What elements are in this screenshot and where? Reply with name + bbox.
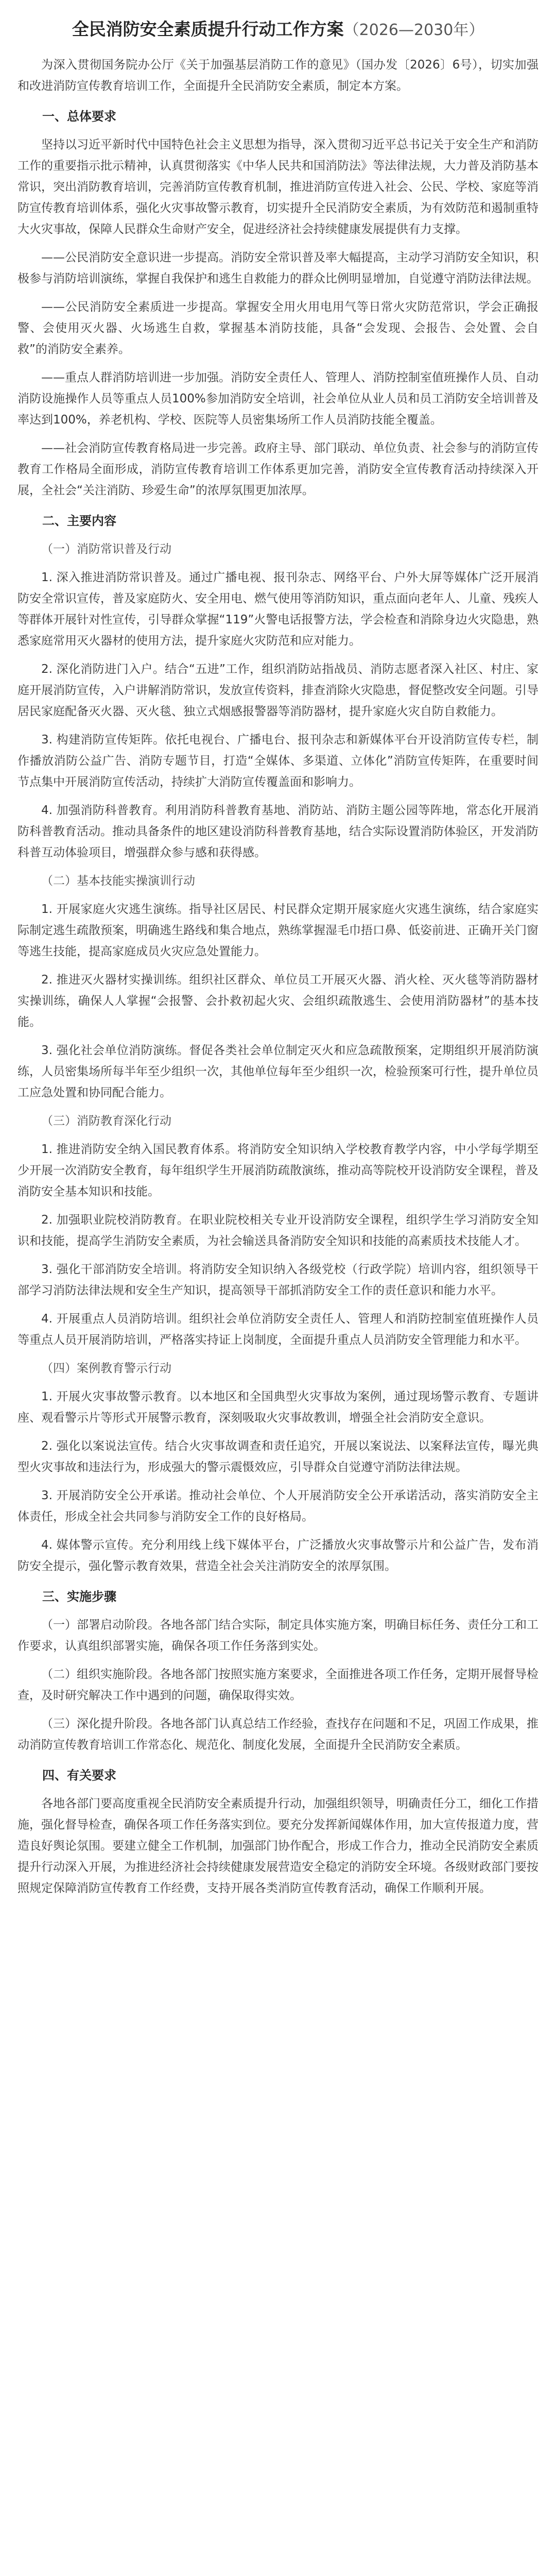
body-paragraph: 4. 开展重点人员消防培训。组织社会单位消防安全责任人、管理人和消防控制室值班操作人员等重点人员开展消防培训，严格落实持证上岗制度，全面提升重点人员消防安全管理能力和水平。 [18,1312,538,1347]
body-paragraph: （三）深化提升阶段。各地各部门认真总结工作经验，查找存在问题和不足，巩固工作成果，推动消防宣传教育培训工作常态化、规范化、制度化发展，全面提升全民消防安全素质。 [18,1717,538,1752]
body-paragraph: ——公民消防安全意识进一步提高。消防安全常识普及率大幅提高，主动学习消防安全知识，积极参与消防培训演练，掌握自我保护和逃生自救能力的群众比例明显增加，自觉遵守消防法律法规。 [18,251,538,285]
body-paragraph: ——公民消防安全素质进一步提高。掌握安全用火用电用气等日常火灾防范常识，学会正确报警、会使用灭火器、火场逃生自救，掌握基本消防技能，具备“会发现、会报告、会处置、会自救”的消防安全素养。 [18,300,538,356]
body-paragraph: ——社会消防宣传教育格局进一步完善。政府主导、部门联动、单位负责、社会参与的消防宣传教育工作格局全面形成，消防宣传教育培训工作体系更加完善，消防安全宣传教育活动持续深入开展，全社会“关注消防、珍爱生命”的浓厚氛围更加浓厚。 [18,442,538,497]
body-paragraph: 3. 构建消防宣传矩阵。依托电视台、广播电台、报刊杂志和新媒体平台开设消防宣传专栏，制作播放消防公益广告、消防专题节目，打造“全媒体、多渠道、立体化”消防宣传矩阵，在重要时间节点集中开展消防宣传活动，持续扩大消防宣传覆盖面和影响力。 [18,733,538,789]
subsection-heading: （二）基本技能实操演训行动 [41,874,195,888]
body-paragraph: 3. 强化社会单位消防演练。督促各类社会单位制定灭火和应急疏散预案，定期组织开展消防演练，人员密集场所每半年至少组织一次，其他单位每年至少组织一次，检验预案可行性，提升单位员工应急处置和协同配合能力。 [18,1044,538,1099]
body-paragraph: 1. 开展家庭火灾逃生演练。指导社区居民、村民群众定期开展家庭火灾逃生演练，结合家庭实际制定逃生疏散预案，明确逃生路线和集合地点，熟练掌握湿毛巾捂口鼻、低姿前进、正确开关门窗等逃生技能，提高家庭成员火灾应急处置能力。 [18,903,538,958]
subsection-heading: （三）消防教育深化行动 [41,1114,171,1128]
subsection-heading: （四）案例教育警示行动 [41,1362,171,1375]
body-paragraph: 2. 强化以案说法宣传。结合火灾事故调查和责任追究，开展以案说法、以案释法宣传，曝光典型火灾事故和违法行为，形成强大的警示震慑效应，引导群众自觉遵守消防法律法规。 [18,1439,538,1474]
body-paragraph: 坚持以习近平新时代中国特色社会主义思想为指导，深入贯彻习近平总书记关于安全生产和消防工作的重要指示批示精神，认真贯彻落实《中华人民共和国消防法》等法律法规，大力普及消防基本常识，突出消防教育培训，完善消防宣传教育机制，推进消防宣传进入社会、公民、学校、家庭等消防宣传教育培训体系，强化火灾事故警示教育，切实提升全民消防安全素质，为有效防范和遏制重特大火灾事故，保障人民群众生命财产安全，促进经济社会持续健康发展提供有力支撑。 [18,138,538,236]
section-heading: 四、有关要求 [42,1768,116,1783]
body-paragraph: （二）组织实施阶段。各地各部门按照实施方案要求，全面推进各项工作任务，定期开展督导检查，及时研究解决工作中遇到的问题，确保取得实效。 [18,1668,538,1702]
section-heading: 二、主要内容 [42,514,116,528]
body-paragraph: 各地各部门要高度重视全民消防安全素质提升行动，加强组织领导，明确责任分工，细化工作措施，强化督导检查，确保各项工作任务落实到位。要充分发挥新闻媒体作用，加大宣传报道力度，营造良好舆论氛围。要建立健全工作机制，加强部门协作配合，形成工作合力，推动全民消防安全素质提升行动深入开展，为推进经济社会持续健康发展营造安全稳定的消防安全环境。各级财政部门要按照规定保障消防宣传教育工作经费，支持开展各类消防宣传教育活动，确保工作顺利开展。 [18,1797,538,1895]
sections-container [18,106,538,1899]
body-paragraph: 1. 开展火灾事故警示教育。以本地区和全国典型火灾事故为案例，通过现场警示教育、专题讲座、观看警示片等形式开展警示教育，深刻吸取火灾事故教训，增强全社会消防安全意识。 [18,1390,538,1425]
body-paragraph: 2. 加强职业院校消防教育。在职业院校相关专业开设消防安全课程，组织学生学习消防安全知识和技能，提高学生消防安全素质，为社会输送具备消防安全知识和技能的高素质技术技能人才。 [18,1213,538,1248]
body-paragraph: 4. 加强消防科普教育。利用消防科普教育基地、消防站、消防主题公园等阵地，常态化开展消防科普教育活动。推动具备条件的地区建设消防科普教育基地，结合实际设置消防体验区，开发消防科普互动体验项目，增强群众参与感和获得感。 [18,804,538,859]
body-paragraph: 2. 深化消防进门入户。结合“五进”工作，组织消防站指战员、消防志愿者深入社区、村庄、家庭开展消防宣传，入户讲解消防常识，发放宣传资料，排查消除火灾隐患，督促整改安全问题。引导居民家庭配备灭火器、灭火毯、独立式烟感报警器等消防器材，提升家庭火灾自防自救能力。 [18,663,538,718]
subsection-heading: （一）消防常识普及行动 [41,543,171,556]
title-main: 全民消防安全素质提升行动工作方案 [72,19,344,39]
section-heading: 一、总体要求 [42,109,116,124]
body-paragraph: 1. 推进消防安全纳入国民教育体系。将消防安全知识纳入学校教育教学内容，中小学每学期至少开展一次消防安全教育，每年组织学生开展消防疏散演练，推动高等院校开设消防安全课程，普及消防安全基本知识和技能。 [18,1143,538,1198]
section-heading: 三、实施步骤 [42,1589,116,1604]
body-paragraph: 4. 媒体警示宣传。充分利用线上线下媒体平台，广泛播放火灾事故警示片和公益广告，发布消防安全提示，强化警示教育效果，营造全社会关注消防安全的浓厚氛围。 [18,1538,538,1573]
document-title [18,18,538,42]
body-paragraph: 2. 推进灭火器材实操训练。组织社区群众、单位员工开展灭火器、消火栓、灭火毯等消防器材实操训练，确保人人掌握“会报警、会扑救初起火灾、会组织疏散逃生、会使用消防器材”的基本技能。 [18,973,538,1029]
title-years: （2026—2030年） [343,21,484,39]
body-paragraph: 3. 强化干部消防安全培训。将消防安全知识纳入各级党校（行政学院）培训内容，组织领导干部学习消防法律法规和安全生产知识，提高领导干部抓消防安全工作的责任意识和能力水平。 [18,1263,538,1297]
intro-paragraph: 为深入贯彻国务院办公厅《关于加强基层消防工作的意见》（国办发〔2026〕6号），切实加强和改进消防宣传教育培训工作，全面提升全民消防安全素质，制定本方案。 [18,58,538,93]
body-paragraph: 1. 深入推进消防常识普及。通过广播电视、报刊杂志、网络平台、户外大屏等媒体广泛开展消防安全常识宣传，普及家庭防火、安全用电、燃气使用等消防知识，重点面向老年人、儿童、残疾人等群体开展针对性宣传，引导群众掌握“119”火警电话报警方法，学会检查和消除身边火灾隐患，熟悉家庭常用灭火器材的使用方法，提升家庭火灾防范和应对能力。 [18,571,538,648]
body-paragraph: （一）部署启动阶段。各地各部门结合实际，制定具体实施方案，明确目标任务、责任分工和工作要求，认真组织部署实施，确保各项工作任务落到实处。 [18,1618,538,1653]
body-paragraph: ——重点人群消防培训进一步加强。消防安全责任人、管理人、消防控制室值班操作人员、自动消防设施操作人员等重点人员100%参加消防安全培训，社会单位从业人员和员工消防安全培训普及率达到100%，养老机构、学校、医院等人员密集场所工作人员消防技能全覆盖。 [18,371,538,427]
body-paragraph: 3. 开展消防安全公开承诺。推动社会单位、个人开展消防安全公开承诺活动，落实消防安全主体责任，形成全社会共同参与消防安全工作的良好格局。 [18,1489,538,1523]
